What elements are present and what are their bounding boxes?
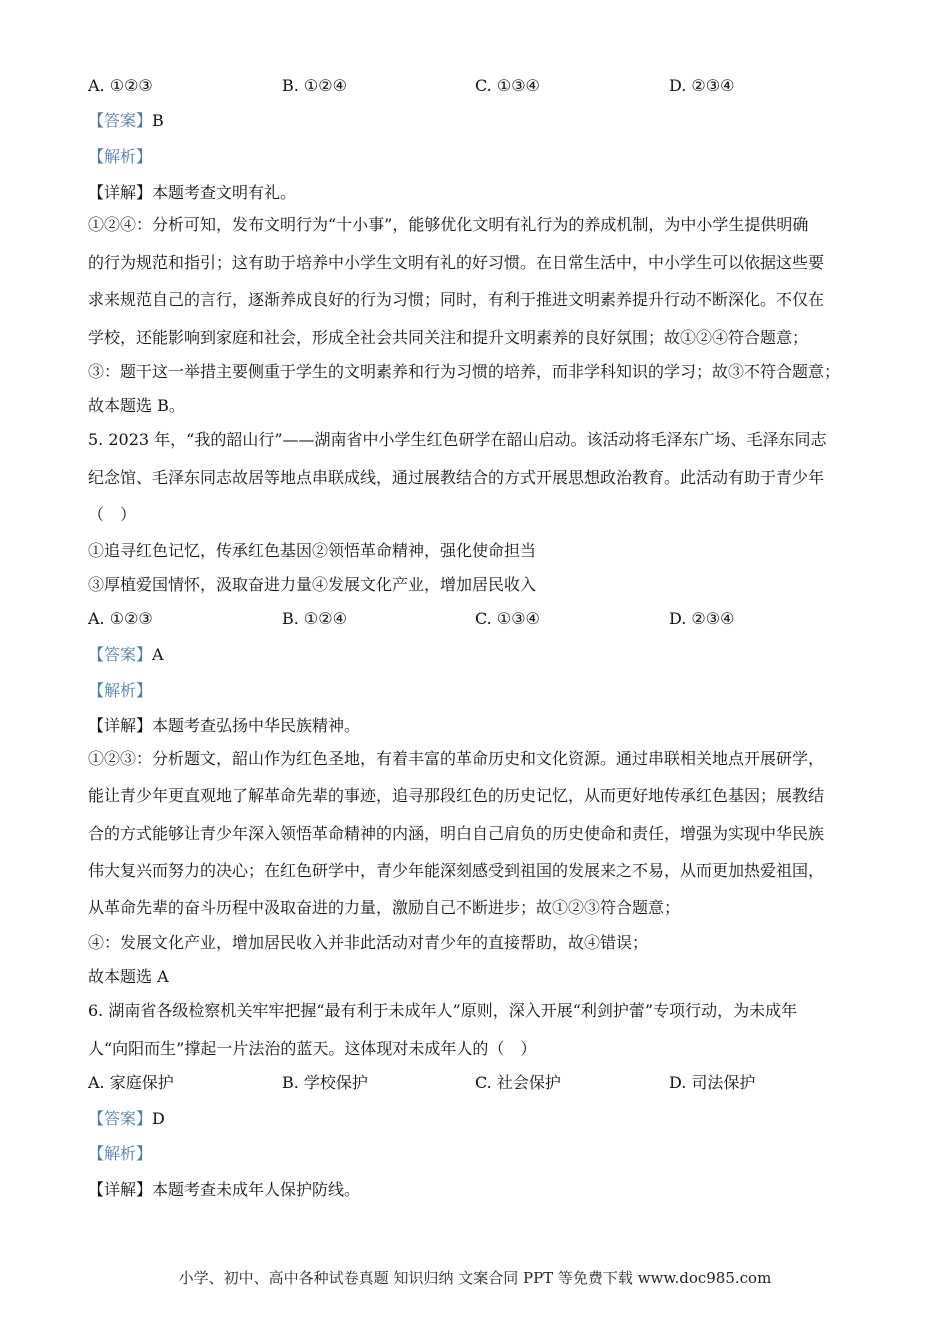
q4-options: [88, 76, 868, 96]
q4-explanation-line: 学校，还能影响到家庭和社会，形成全社会共同关注和提升文明素养的良好氛围；故①②④符合题意；: [88, 328, 809, 347]
detail-tag: 【详解】: [88, 716, 153, 735]
q4-option-c: C. ①③④: [475, 76, 540, 95]
q5-explanation-line: 故本题选 A: [88, 967, 169, 986]
q5-stem-line: 5. 2023 年，“我的韶山行”——湖南省中小学生红色研学在韶山启动。该活动将毛泽东广场、毛泽东同志: [88, 430, 827, 449]
q6-detail: [88, 1180, 868, 1200]
q6-stem-line: 人“向阳而生”撑起一片法治的蓝天。这体现对未成年人的（ ）: [88, 1039, 537, 1058]
q5-explanation-line: ④：发展文化产业，增加居民收入并非此活动对青少年的直接帮助，故④错误；: [88, 933, 649, 952]
q4-explanation-line: ①②④：分析可知，发布文明行为“十小事”，能够优化文明有礼行为的养成机制，为中小学生提供明确: [88, 215, 809, 234]
q5-stem-line: （ ）: [88, 505, 137, 524]
q4-detail: [88, 183, 868, 203]
detail-text: 本题考查弘扬中华民族精神。: [152, 716, 361, 735]
page-footer: 小学、初中、高中各种试卷真题 知识归纳 文案合同 PPT 等免费下载 www.doc985.com: [178, 1269, 772, 1287]
q4-answer: [88, 111, 868, 131]
q4-explanation-line: 的行为规范和指引；这有助于培养中小学生文明有礼的好习惯。在日常生活中，中小学生可以依据这些要: [88, 253, 825, 272]
q5-explanation-line: ①②③：分析题文，韶山作为红色圣地，有着丰富的革命历史和文化资源。通过串联相关地点开展研学，: [88, 749, 825, 768]
q6-option-d: D. 司法保护: [669, 1073, 756, 1092]
detail-text: 本题考查未成年人保护防线。: [152, 1180, 361, 1199]
answer-tag: 【答案】: [88, 645, 153, 664]
q6-options: [88, 1073, 868, 1093]
q5-answer: [88, 645, 868, 665]
answer-value: A: [152, 645, 164, 664]
q4-analysis-tag: 【解析】: [88, 147, 153, 166]
q6-answer: [88, 1109, 868, 1129]
detail-text: 本题考查文明有礼。: [152, 183, 297, 202]
answer-value: D: [152, 1109, 165, 1128]
q5-explanation-line: 能让青少年更直观地了解革命先辈的事迹，追寻那段红色的历史记忆，从而更好地传承红色基因；展教结: [88, 786, 825, 805]
detail-tag: 【详解】: [88, 183, 153, 202]
q6-analysis-tag: 【解析】: [88, 1144, 153, 1163]
q5-explanation-line: 伟大复兴而努力的决心；在红色研学中，青少年能深刻感受到祖国的发展来之不易，从而更加热爱祖国，: [88, 861, 825, 880]
q4-explanation-line: ③：题干这一举措主要侧重于学生的文明素养和行为习惯的培养，而非学科知识的学习；故③不符合题意；: [88, 362, 841, 381]
q6-stem-line: 6. 湖南省各级检察机关牢牢把握“最有利于未成年人”原则，深入开展“利剑护蕾”专项行动，为未成年: [88, 1001, 798, 1020]
q5-options: [88, 609, 868, 629]
q5-stem-line: 纪念馆、毛泽东同志故居等地点串联成线，通过展教结合的方式开展思想政治教育。此活动有助于青少年: [88, 468, 825, 487]
q4-explanation-line: 求来规范自己的言行，逐渐养成良好的行为习惯；同时，有利于推进文明素养提升行动不断深化。不仅在: [88, 290, 825, 309]
q4-explanation-line: 故本题选 B。: [88, 396, 185, 415]
answer-tag: 【答案】: [88, 111, 153, 130]
answer-tag: 【答案】: [88, 1109, 153, 1128]
q6-option-b: B. 学校保护: [282, 1073, 368, 1092]
q4-option-b: B. ①②④: [282, 76, 347, 95]
q5-option-a: A. ①②③: [88, 609, 153, 628]
q5-item-line: ①追寻红色记忆，传承红色基因②领悟革命精神，强化使命担当: [88, 541, 537, 560]
q4-option-d: D. ②③④: [669, 76, 735, 95]
q6-option-c: C. 社会保护: [475, 1073, 561, 1092]
answer-value: B: [152, 111, 164, 130]
q5-explanation-line: 合的方式能够让青少年深入领悟革命精神的内涵，明白自己肩负的历史使命和责任，增强为实现中华民族: [88, 824, 825, 843]
q4-option-a: A. ①②③: [88, 76, 153, 95]
q5-option-b: B. ①②④: [282, 609, 347, 628]
q5-option-c: C. ①③④: [475, 609, 540, 628]
q5-detail: [88, 716, 868, 736]
q5-item-line: ③厚植爱国情怀，汲取奋进力量④发展文化产业，增加居民收入: [88, 575, 537, 594]
detail-tag: 【详解】: [88, 1180, 153, 1199]
q6-option-a: A. 家庭保护: [88, 1073, 174, 1092]
q5-analysis-tag: 【解析】: [88, 681, 153, 700]
q5-explanation-line: 从革命先辈的奋斗历程中汲取奋进的力量，激励自己不断进步；故①②③符合题意；: [88, 898, 681, 917]
q5-option-d: D. ②③④: [669, 609, 735, 628]
